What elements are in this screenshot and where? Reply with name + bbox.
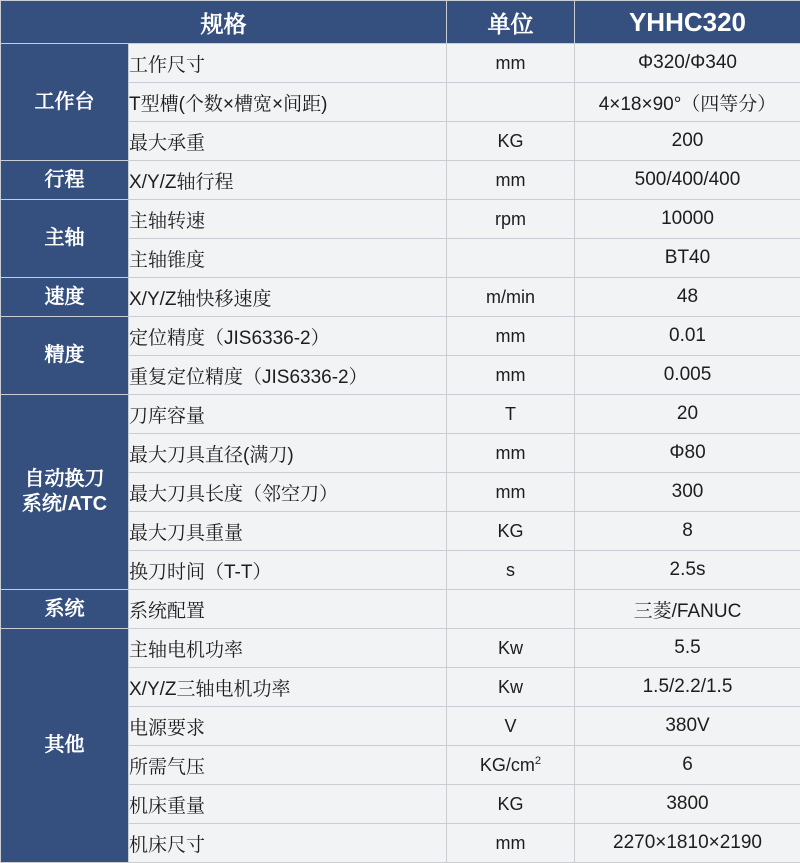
group-label-control-system: 系统 (1, 590, 129, 629)
spec-unit (447, 590, 575, 629)
spec-unit: m/min (447, 278, 575, 317)
spec-unit: mm (447, 824, 575, 863)
spec-value: 300 (575, 473, 800, 512)
table-header-row (1, 1, 800, 44)
spec-value: 48 (575, 278, 800, 317)
spec-value: 0.01 (575, 317, 800, 356)
spec-unit: KG (447, 512, 575, 551)
spec-value: 0.005 (575, 356, 800, 395)
table-row (1, 395, 800, 434)
spec-value: 三菱/FANUC (575, 590, 800, 629)
spec-value: 4×18×90°（四等分） (575, 83, 800, 122)
spec-unit: KG (447, 122, 575, 161)
spec-value: 200 (575, 122, 800, 161)
spec-value: 5.5 (575, 629, 800, 668)
spec-item: 主轴电机功率 (129, 629, 447, 668)
column-header-model: YHHC320 (575, 1, 800, 44)
spec-value: 1.5/2.2/1.5 (575, 668, 800, 707)
table-row (1, 44, 800, 83)
group-label-atc-line2: 系统/ATC (1, 492, 128, 517)
spec-value: BT40 (575, 239, 800, 278)
spec-item: 系统配置 (129, 590, 447, 629)
spec-item: X/Y/Z三轴电机功率 (129, 668, 447, 707)
spec-value: 20 (575, 395, 800, 434)
spec-item: X/Y/Z轴快移速度 (129, 278, 447, 317)
spec-value: Φ80 (575, 434, 800, 473)
group-label-travel: 行程 (1, 161, 129, 200)
spec-item: 最大刀具重量 (129, 512, 447, 551)
table-row (1, 317, 800, 356)
spec-unit: T (447, 395, 575, 434)
spec-item: 定位精度（JIS6336-2） (129, 317, 447, 356)
spec-unit: rpm (447, 200, 575, 239)
spec-item: 换刀时间（T-T） (129, 551, 447, 590)
spec-unit: Kw (447, 629, 575, 668)
spec-item: 刀库容量 (129, 395, 447, 434)
spec-item: 重复定位精度（JIS6336-2） (129, 356, 447, 395)
spec-unit: KG (447, 785, 575, 824)
spec-value: 6 (575, 746, 800, 785)
table-row (1, 200, 800, 239)
spec-unit: mm (447, 161, 575, 200)
table-row (1, 590, 800, 629)
spec-item: 所需气压 (129, 746, 447, 785)
spec-unit (447, 239, 575, 278)
spec-value: 2270×1810×2190 (575, 824, 800, 863)
spec-item: 主轴转速 (129, 200, 447, 239)
spec-unit: mm (447, 473, 575, 512)
spec-value: Φ320/Φ340 (575, 44, 800, 83)
spec-unit: s (447, 551, 575, 590)
group-label-atc-line1: 自动换刀 (1, 467, 128, 492)
group-label-spindle: 主轴 (1, 200, 129, 278)
spec-item: 电源要求 (129, 707, 447, 746)
spec-value: 8 (575, 512, 800, 551)
spec-value: 2.5s (575, 551, 800, 590)
spec-item: 机床重量 (129, 785, 447, 824)
spec-value: 380V (575, 707, 800, 746)
group-label-accuracy: 精度 (1, 317, 129, 395)
spec-value: 500/400/400 (575, 161, 800, 200)
spec-item: 最大刀具长度（邻空刀） (129, 473, 447, 512)
group-label-speed: 速度 (1, 278, 129, 317)
spec-unit (447, 83, 575, 122)
spec-item: T型槽(个数×槽宽×间距) (129, 83, 447, 122)
spec-item: 最大承重 (129, 122, 447, 161)
spec-unit-pressure: $KG/cm^2$ (447, 746, 575, 785)
spec-unit: Kw (447, 668, 575, 707)
spec-unit: mm (447, 356, 575, 395)
table-body (1, 44, 800, 863)
table-row (1, 278, 800, 317)
group-label-worktable: 工作台 (1, 44, 129, 161)
spec-unit: mm (447, 44, 575, 83)
spec-item: 工作尺寸 (129, 44, 447, 83)
group-label-atc (1, 395, 129, 590)
column-header-unit: 单位 (447, 1, 575, 44)
spec-item: 机床尺寸 (129, 824, 447, 863)
spec-item: X/Y/Z轴行程 (129, 161, 447, 200)
spec-value: 3800 (575, 785, 800, 824)
spec-item: 最大刀具直径(满刀) (129, 434, 447, 473)
group-label-others: 其他 (1, 629, 129, 863)
spec-unit: mm (447, 317, 575, 356)
spec-unit: mm (447, 434, 575, 473)
spec-item: 主轴锥度 (129, 239, 447, 278)
spec-unit: V (447, 707, 575, 746)
table-row (1, 161, 800, 200)
spec-value: 10000 (575, 200, 800, 239)
table-row (1, 629, 800, 668)
column-header-spec: 规格 (1, 1, 447, 44)
